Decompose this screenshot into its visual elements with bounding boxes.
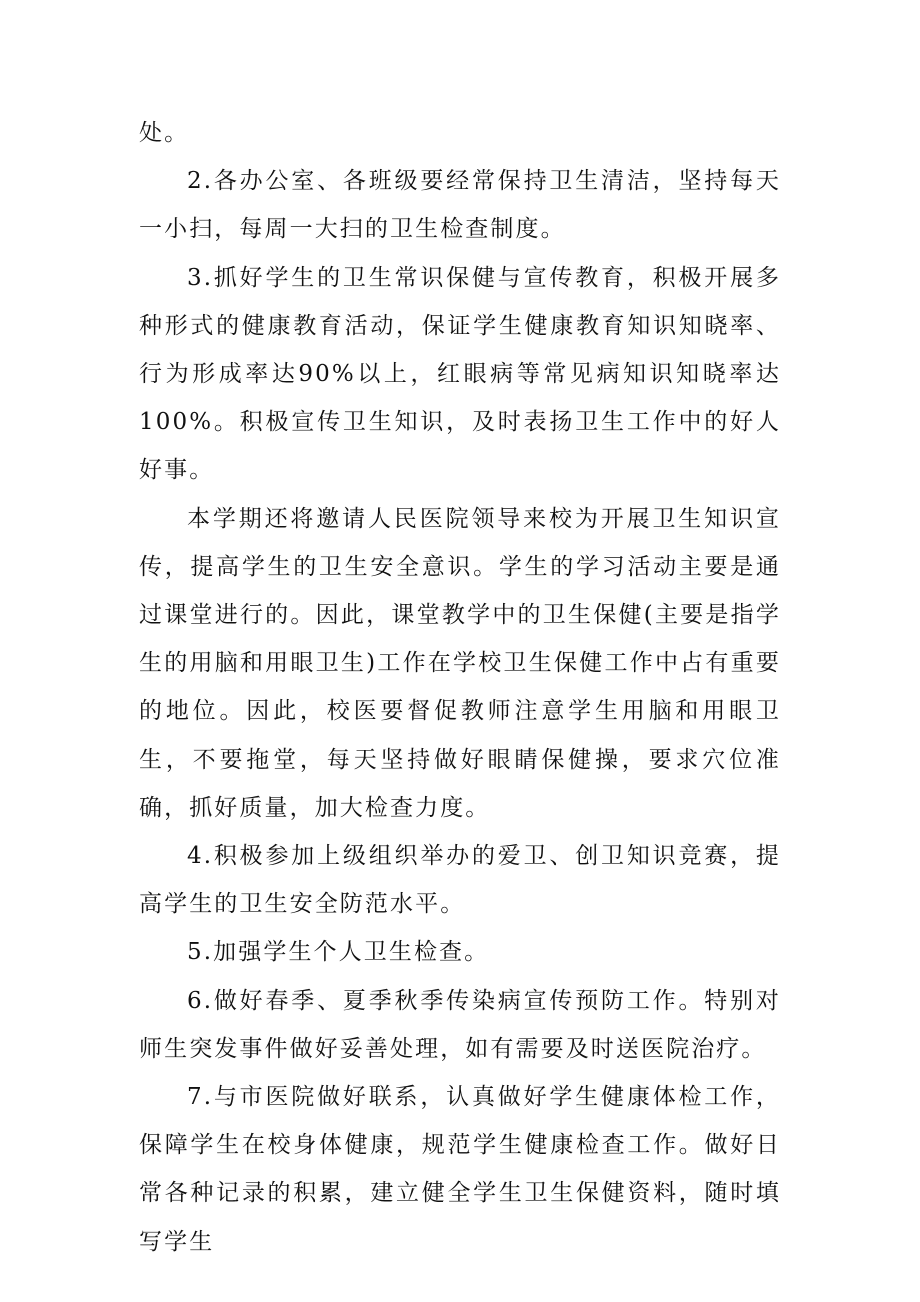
paragraph-item-2: 2.各办公室、各班级要经常保持卫生清洁，坚持每天一小扫，每周一大扫的卫生检查制度。 bbox=[139, 168, 781, 243]
document-body bbox=[139, 109, 781, 1266]
paragraph-item-3: 3.抓好学生的卫生常识保健与宣传教育，积极开展多种形式的健康教育活动，保证学生健康教育知识知晓率、行为形成率达90%以上，红眼病等常见病知识知晓率达100%。积极宣传卫生知识，及时表扬卫生工作中的好人好事。 bbox=[139, 264, 781, 484]
paragraph-item-7: 7.与市医院做好联系，认真做好学生健康体检工作，保障学生在校身体健康，规范学生健康检查工作。做好日常各种记录的积累，建立健全学生卫生保健资料，随时填写学生 bbox=[139, 1084, 781, 1255]
paragraph-item-6: 6.做好春季、夏季秋季传染病宣传预防工作。特别对师生突发事件做好妥善处理，如有需要及时送医院治疗。 bbox=[139, 987, 781, 1062]
paragraph-continuation: 处。 bbox=[139, 120, 190, 146]
paragraph-item-5: 5.加强学生个人卫生检查。 bbox=[187, 939, 490, 966]
paragraph-hospital-invitation: 本学期还将邀请人民医院领导来校为开展卫生知识宣传，提高学生的卫生安全意识。学生的学习活动主要是通过课堂进行的。因此，课堂教学中的卫生保健(主要是指学生的用脑和用眼卫生)工作在学校卫生保健工作中占有重要的地位。因此，校医要督促教师注意学生用脑和用眼卫生，不要拖堂，每天坚持做好眼睛保健操，要求穴位准确，抓好质量，加大检查力度。 bbox=[139, 505, 781, 821]
paragraph-item-4: 4.积极参加上级组织举办的爱卫、创卫知识竞赛，提高学生的卫生安全防范水平。 bbox=[139, 843, 781, 918]
